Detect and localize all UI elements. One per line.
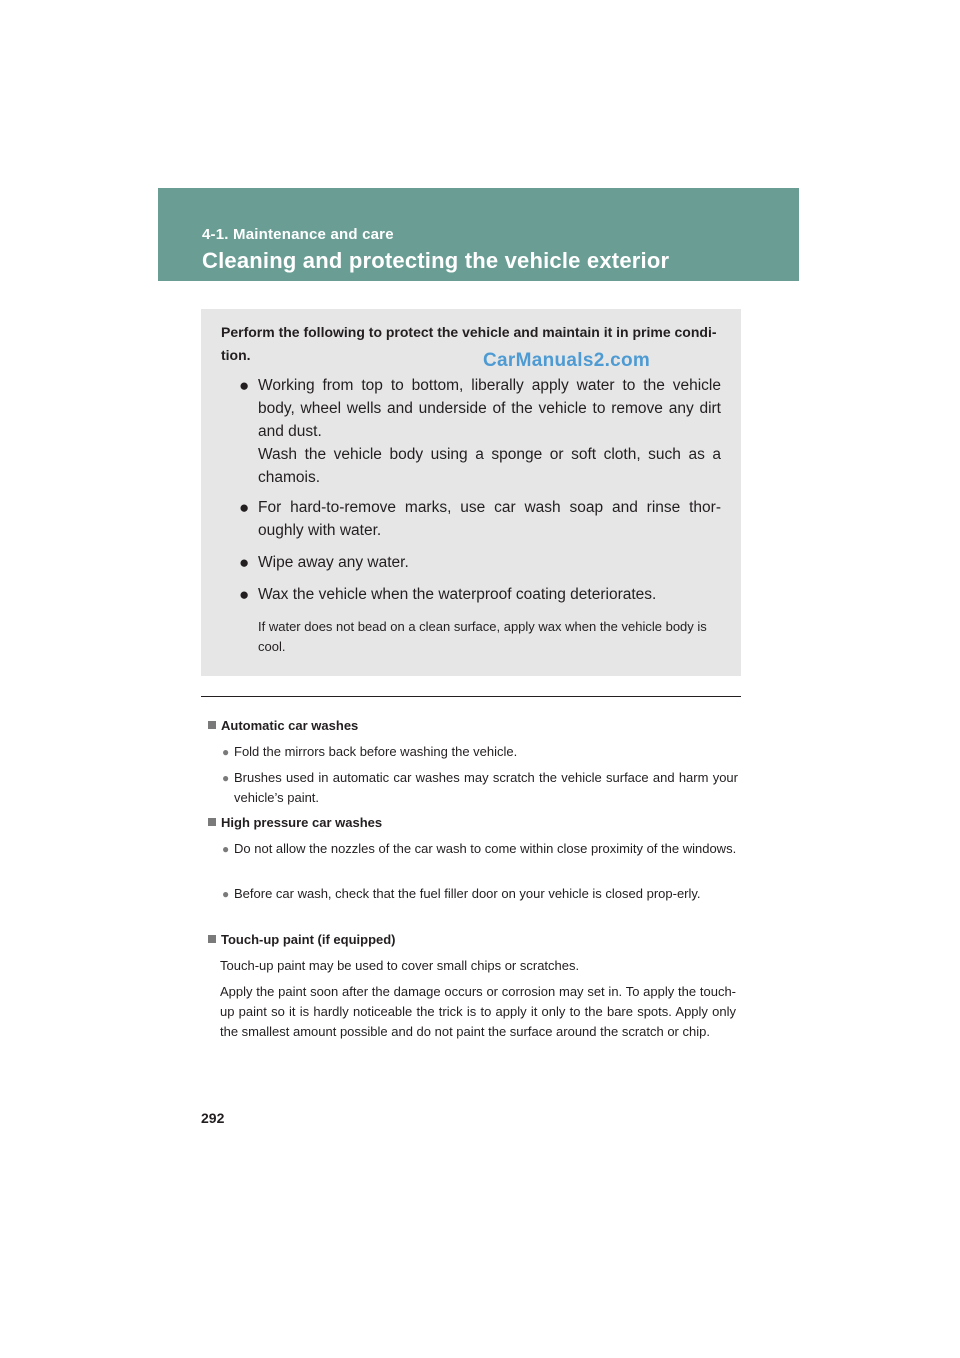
bullet-list-item <box>239 374 721 489</box>
bullet-text: Wipe away any water. <box>258 554 409 571</box>
bullet-list-item <box>239 496 721 542</box>
watermark: CarManuals2.com <box>483 350 651 371</box>
bullet-text: Working from top to bottom, liberally apply water to the vehicle body, wheel wells and underside of the vehicle to remove any dirt and dust. <box>258 377 721 440</box>
paragraph: Touch-up paint may be used to cover small chips or scratches. <box>220 958 580 973</box>
page-title: Cleaning and protecting the vehicle exterior <box>202 248 670 273</box>
square-bullet-icon <box>208 935 216 943</box>
bullet-icon: ● <box>239 585 250 604</box>
bullet-icon: ● <box>222 771 230 785</box>
bullet-text: Wax the vehicle when the waterproof coating deteriorates. <box>258 586 657 603</box>
subheading: Touch-up paint (if equipped) <box>208 930 396 950</box>
bullet-list-item <box>239 583 721 606</box>
bullet-icon: ● <box>222 842 230 856</box>
list-item: ● Brushes used in automatic car washes may scratch the vehicle surface and harm your vehicle’s paint. <box>222 770 738 805</box>
bullet-list-item <box>239 551 721 574</box>
section-header <box>158 188 799 281</box>
bullet-icon: ● <box>239 376 250 395</box>
subheading: Automatic car washes <box>208 716 358 736</box>
square-bullet-icon <box>208 721 216 729</box>
subheading: High pressure car washes <box>208 813 382 833</box>
square-bullet-icon <box>208 818 216 826</box>
bullet-icon: ● <box>239 553 250 572</box>
list-item: ● Fold the mirrors back before washing the vehicle. <box>222 742 738 762</box>
bullet-icon: ● <box>222 745 230 759</box>
list-item: ● Do not allow the nozzles of the car wash to come within close proximity of the windows. <box>222 839 738 859</box>
intro-text: Perform the following to protect the vehicle and maintain it in prime condi-tion. <box>221 324 717 363</box>
page-number: 292 <box>201 1110 225 1126</box>
list-item: ● Before car wash, check that the fuel filler door on your vehicle is closed prop-erly. <box>222 884 738 904</box>
bullet-text: Wash the vehicle body using a sponge or soft cloth, such as a chamois. <box>258 446 721 486</box>
instruction-box <box>201 309 741 676</box>
wax-note: If water does not bead on a clean surface, apply wax when the vehicle body is cool. <box>258 619 707 654</box>
section-label: 4-1. Maintenance and care <box>202 226 394 243</box>
bullet-icon: ● <box>239 498 250 517</box>
bullet-text: For hard-to-remove marks, use car wash soap and rinse thor-oughly with water. <box>258 499 721 539</box>
divider <box>201 696 741 697</box>
bullet-icon: ● <box>222 887 230 901</box>
paragraph: Apply the paint soon after the damage occurs or corrosion may set in. To apply the touch-up paint so it is hardly noticeable the trick is to apply it only to the bare spots. Apply only the smallest amount possible and do not paint the surface around the scratch or chip. <box>220 984 736 1039</box>
